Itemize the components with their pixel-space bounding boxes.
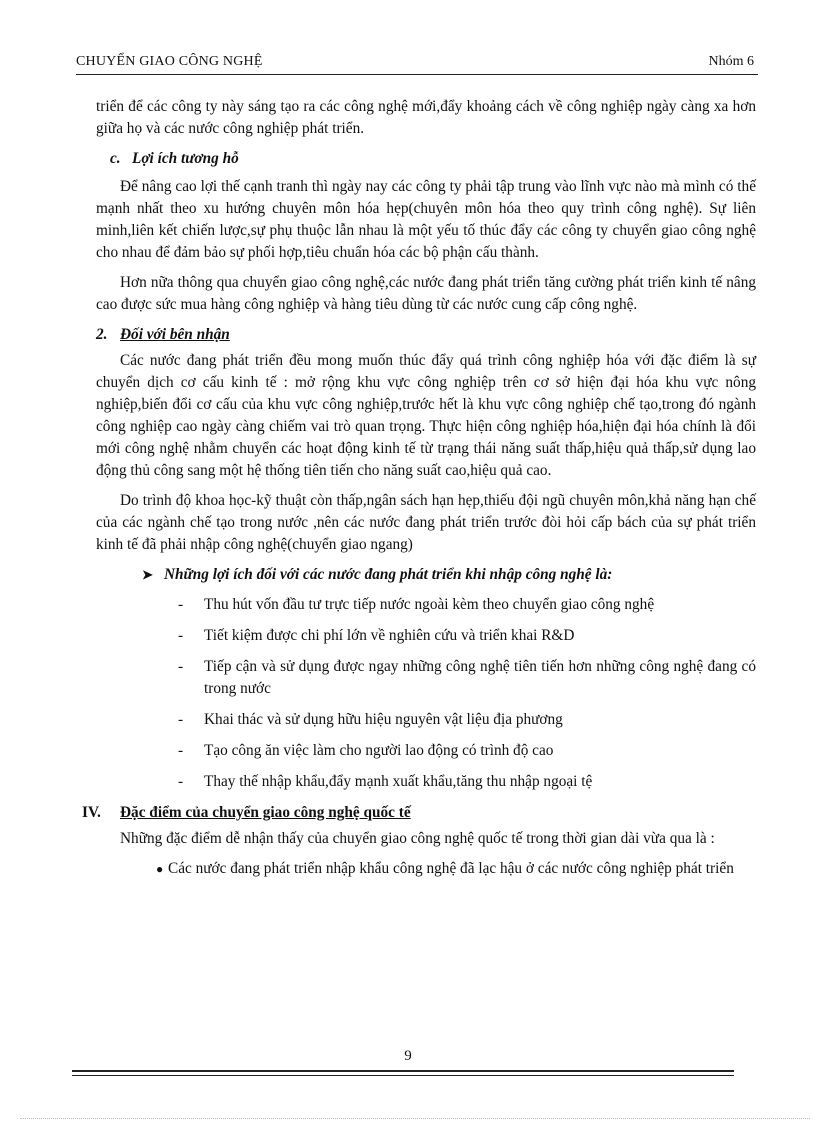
list-item: - Thu hút vốn đầu tư trực tiếp nước ngoài kèm theo chuyển giao công nghệ — [96, 594, 756, 616]
footer-rule-thin — [72, 1075, 734, 1076]
page-body — [82, 96, 756, 880]
paragraph-c1: Để nâng cao lợi thế cạnh tranh thì ngày nay các công ty phải tập trung vào lĩnh vực nào mà mình có thế mạnh nhất theo xu hướng chuyên môn hóa hẹp(chuyên môn hóa theo quy trình công nghệ). Sự liên minh,liên kết chiến lược,sự phụ thuộc lẫn nhau là một yếu tố thúc đẩy các công ty chuyển giao công nghệ cho nhau để đảm bảo sự phối hợp,tiêu chuẩn hóa các bộ phận cấu thành. — [96, 178, 756, 261]
header-rule — [76, 74, 758, 75]
list-item: - Thay thế nhập khẩu,đẩy mạnh xuất khẩu,tăng thu nhập ngoại tệ — [96, 771, 756, 793]
paragraph-2-1: Các nước đang phát triển đều mong muốn thúc đẩy quá trình công nghiệp hóa với đặc điểm là sự chuyển dịch cơ cấu kinh tế : mở rộng khu vực công nghiệp trên cơ sở hiện đại hóa khu vực nông nghiệp,biến đổi cơ cấu của khu vực công nghiệp,trước hết là khu vực công nghiệp chế tạo,trong đó ngành công nghiệp cao ngày càng chiếm vai trò quan trọng. Thực hiện công nghiệp hóa,hiện đại hóa chính là đổi mới công nghệ nhằm chuyển các hoạt động kinh tế từ trạng thái năng suất thấp,hiệu quả thấp,sử dụng lao động thủ công sang một hệ thống tiên tiến cho năng suất cao,hiệu quả cao. — [96, 352, 756, 479]
paragraph-2-2: Do trình độ khoa học-kỹ thuật còn thấp,ngân sách hạn hẹp,thiếu đội ngũ chuyên môn,khả năng hạn chế của các ngành chế tạo trong nước ,nên các nước đang phát triển trước đòi hỏi cấp bách của sự phát triển kinh tế đã phải nhập công nghệ(chuyển giao ngang) — [96, 492, 756, 553]
bullet-item-iv: ● Các nước đang phát triển nhập khẩu công nghệ đã lạc hậu ở các nước công nghiệp phát triển — [96, 858, 756, 880]
paragraph-intro: triển để các công ty này sáng tạo ra các công nghệ mới,đẩy khoảng cách về công nghiệp ngày càng xa hơn giữa họ và các nước công nghiệp phát triển. — [96, 98, 756, 137]
header-group: Nhóm 6 — [708, 54, 754, 69]
dash-bullet: - — [178, 711, 184, 728]
page-edge-divider — [20, 1118, 810, 1119]
section-iv-label: IV. — [82, 804, 101, 821]
dash-bullet: - — [178, 627, 184, 644]
section-c-title: Lợi ích tương hỗ — [132, 150, 239, 167]
page-number: 9 — [404, 1048, 412, 1064]
list-item: - Tạo công ăn việc làm cho người lao động có trình độ cao — [96, 740, 756, 762]
footer-rule-thick — [72, 1070, 734, 1072]
dash-bullet: - — [178, 658, 184, 675]
dash-bullet: - — [178, 742, 184, 759]
section-2-heading — [96, 324, 756, 346]
benefits-heading — [142, 564, 756, 586]
round-bullet-icon: ● — [156, 862, 164, 876]
paragraph-iv: Những đặc điểm dễ nhận thấy của chuyển giao công nghệ quốc tế trong thời gian dài vừa qua là : — [120, 830, 715, 847]
dash-bullet: - — [178, 596, 184, 613]
section-2-label: 2. — [96, 326, 108, 343]
benefits-list — [96, 594, 756, 793]
header-title: CHUYỂN GIAO CÔNG NGHỆ — [76, 54, 263, 69]
section-iv-title: Đặc điểm của chuyển giao công nghệ quốc tế — [120, 804, 411, 821]
section-c-heading — [110, 148, 756, 170]
dash-bullet: - — [178, 773, 184, 790]
page-header — [76, 52, 756, 74]
section-c-label: c. — [110, 150, 121, 167]
section-2-title: Đối với bên nhận — [120, 326, 230, 343]
section-iv-heading — [82, 802, 756, 824]
paragraph-c2: Hơn nữa thông qua chuyển giao công nghệ,các nước đang phát triển tăng cường phát triển kinh tế nâng cao được sức mua hàng công nghiệp và hàng tiêu dùng từ các nước cung cấp công nghệ. — [96, 274, 756, 313]
benefits-heading-text: Những lợi ích đối với các nước đang phát triển khi nhập công nghệ là: — [164, 566, 613, 583]
arrow-bullet-icon: ➤ — [142, 567, 153, 582]
list-item: - Khai thác và sử dụng hữu hiệu nguyên vật liệu địa phương — [96, 709, 756, 731]
list-item: - Tiết kiệm được chi phí lớn về nghiên cứu và triển khai R&D — [96, 625, 756, 647]
list-item: - Tiếp cận và sử dụng được ngay những công nghệ tiên tiến hơn những công nghệ đang có trong nước — [178, 658, 756, 697]
